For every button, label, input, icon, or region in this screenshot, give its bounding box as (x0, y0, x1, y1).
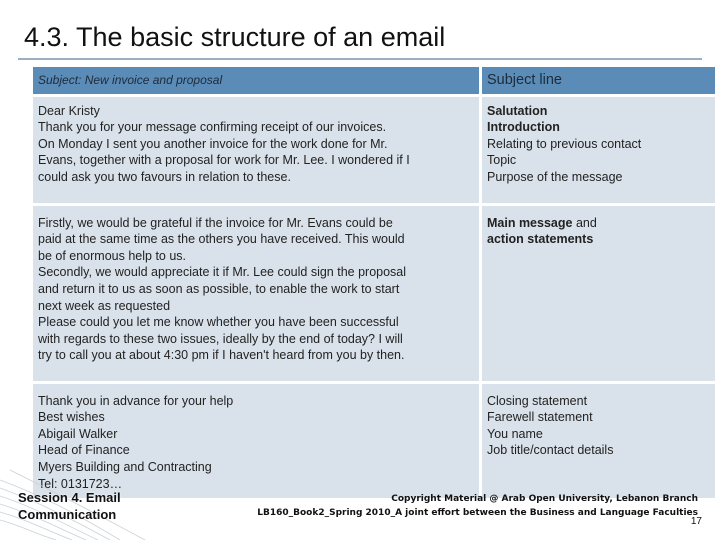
text-line: next week as requested (38, 298, 171, 313)
text-line: with regards to these two issues, ideally by the end of today? I will (38, 331, 403, 346)
text-line: Secondly, we would appreciate it if Mr. Lee could sign the proposal (38, 265, 407, 280)
label-farewell: Farewell statement (487, 410, 593, 425)
text-line: try to call you at about 4:30 pm if I haven't heard from you by then. (38, 348, 405, 363)
main-message-example (32, 204, 481, 382)
text-line: Best wishes (38, 410, 105, 425)
label-introduction: Introduction (487, 120, 560, 135)
text-line: Firstly, we would be grateful if the invoice for Mr. Evans could be (38, 215, 393, 230)
session-line: Session 4. Email (18, 490, 121, 505)
main-message-labels (481, 204, 717, 382)
table-row (32, 204, 717, 382)
copyright-line: LB160_Book2_Spring 2010_A joint effort between the Business and Language Faculties (257, 508, 698, 518)
text-line: Thank you for your message confirming receipt of our invoices. (38, 120, 387, 135)
text-line: On Monday I sent you another invoice for the work done for Mr. (38, 136, 388, 151)
table-row (32, 95, 717, 204)
table-header-row (32, 66, 717, 96)
text-line: paid at the same time as the others you have received. This would (38, 232, 405, 247)
salutation-labels (481, 95, 717, 204)
label-purpose: Purpose of the message (487, 169, 623, 184)
text-line: Dear Kristy (38, 103, 100, 118)
email-structure-table (30, 64, 718, 501)
closing-labels (481, 382, 717, 500)
title-underline (18, 58, 702, 60)
text-line: Abigail Walker (38, 426, 118, 441)
text-line: Evans, together with a proposal for work for Mr. Lee. I wondered if I (38, 153, 410, 168)
text-line: and return it to us as soon as possible, to enable the work to start (38, 281, 400, 296)
copyright-notice (238, 492, 698, 520)
copyright-line: Copyright Material @ Arab Open University, Lebanon Branch (391, 494, 698, 504)
label-topic: Topic (487, 153, 517, 168)
subject-example: Subject: New invoice and proposal (32, 66, 481, 96)
label-action-statements: action statements (487, 232, 594, 247)
text-line: Myers Building and Contracting (38, 459, 212, 474)
text-line: be of enormous help to us. (38, 248, 187, 263)
page-title: 4.3. The basic structure of an email (24, 22, 446, 52)
session-label (18, 489, 121, 523)
text-line: Thank you in advance for your help (38, 393, 234, 408)
label-name: You name (487, 426, 543, 441)
text-line: Tel: 0131723… (38, 476, 123, 491)
label-job-title: Job title/contact details (487, 443, 614, 458)
label-main-message: Main message (487, 215, 573, 230)
label-and: and (572, 215, 597, 230)
salutation-example (32, 95, 481, 204)
label-previous-contact: Relating to previous contact (487, 136, 642, 151)
subject-line-label: Subject line (481, 66, 717, 96)
page-number: 17 (690, 516, 702, 527)
text-line: could ask you two favours in relation to these. (38, 169, 291, 184)
label-salutation: Salutation (487, 103, 548, 118)
text-line: Head of Finance (38, 443, 130, 458)
label-main-message-line (487, 215, 710, 232)
session-line: Communication (18, 507, 117, 522)
text-line: Please could you let me know whether you have been successful (38, 315, 399, 330)
label-closing: Closing statement (487, 393, 588, 408)
